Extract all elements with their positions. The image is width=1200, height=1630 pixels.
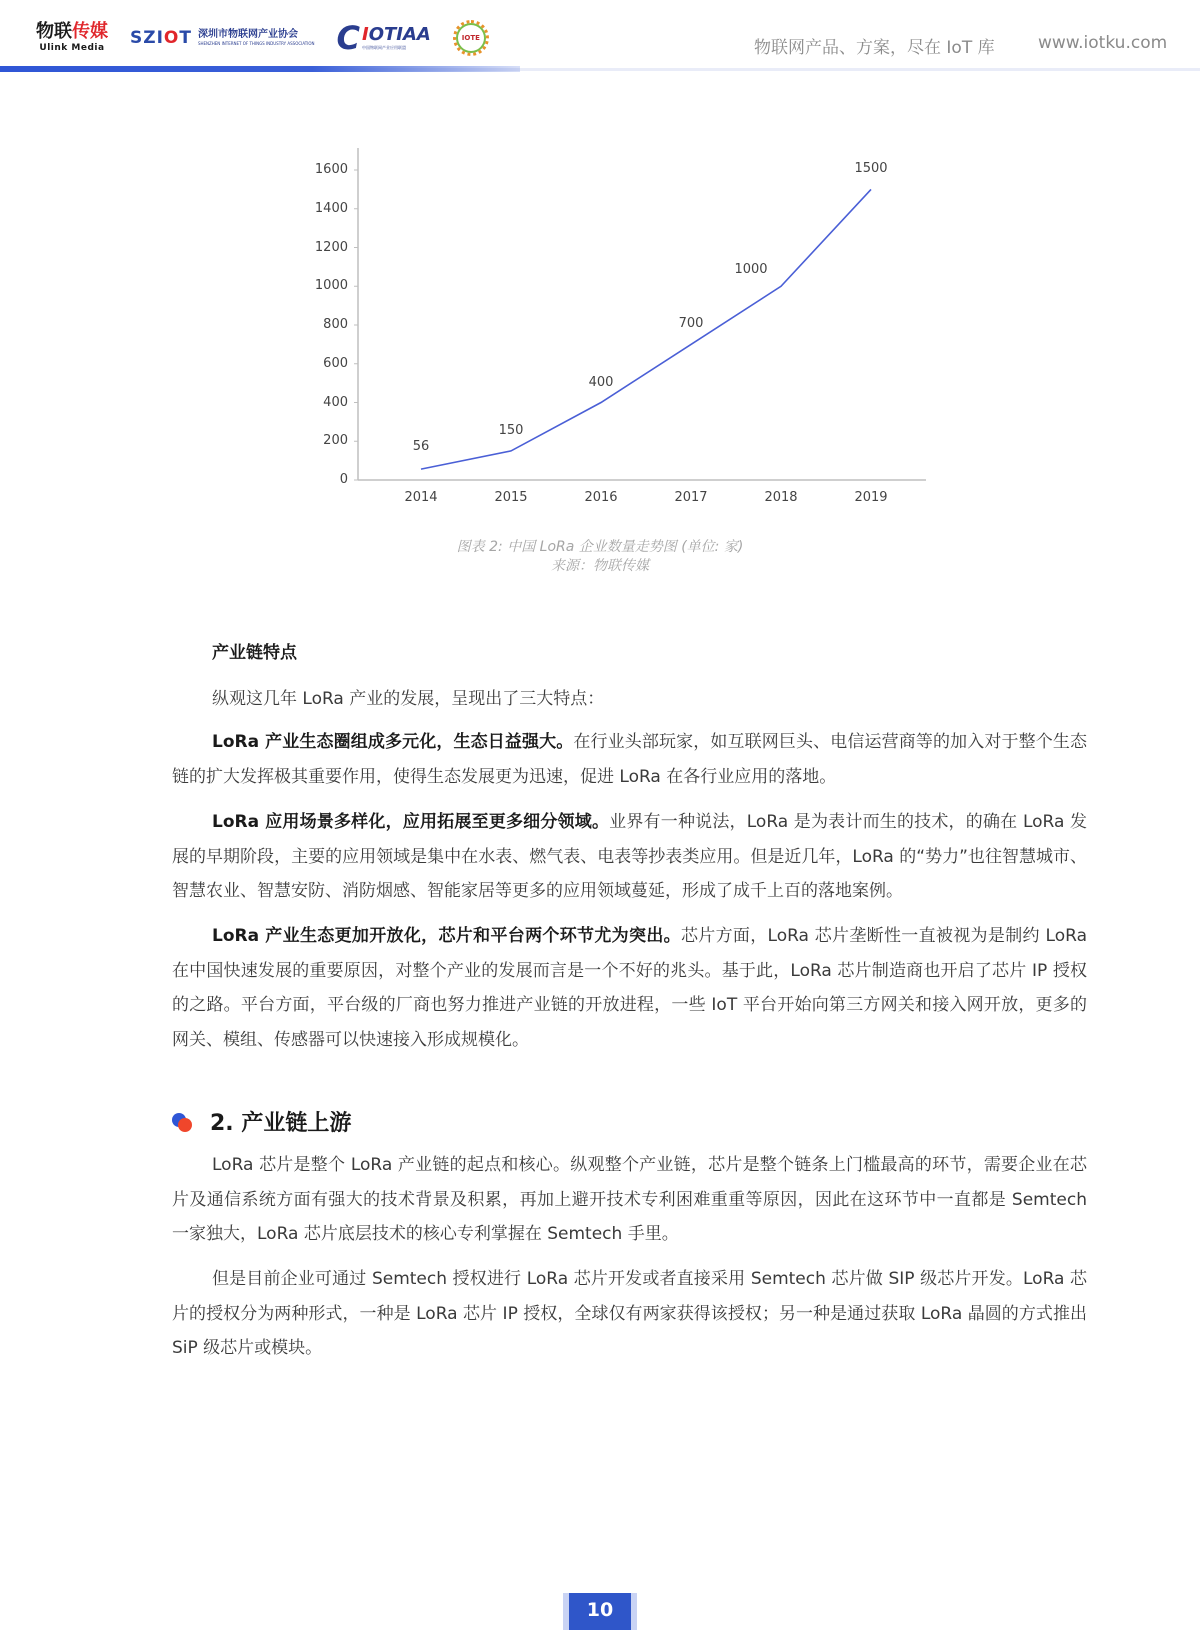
iote-logo [453,20,489,56]
feature-point-1-lead: LoRa 产业生态圈组成多元化，生态日益强大。 [212,732,574,752]
feature-point-2 [172,805,1087,909]
y-tick-label: 400 [323,394,348,410]
sziot-mark-post: T [179,28,192,48]
x-tick-label: 2015 [494,490,528,505]
ulink-logo-cn-red: 传媒 [72,21,108,42]
feature-point-3-text: 芯片方面，LoRa 芯片垄断性一直被视为是制约 LoRa 在中国快速发展的重要原因，对整个产业的发展而言是一个不好的兆头。基于此，LoRa 芯片制造商也开启了芯片 IP 授权的之路。平台方面，平台级的厂商也努力推进产业链的开放进程，一些 IoT 平台开始向第三方网关和接入网开放，更多的网关、模组、传感器可以快速接入形成规模化。 [172,926,1087,1050]
page-number: 10 [569,1593,631,1630]
sziot-mark-o: O [163,28,180,48]
data-point-label: 56 [412,439,430,455]
feature-point-3-lead: LoRa 产业生态更加开放化，芯片和平台两个环节尤为突出。 [212,926,681,946]
page-number-badge [563,1593,637,1630]
section-paragraph-2: 但是目前企业可通过 Semtech 授权进行 LoRa 芯片开发或者直接采用 Semtech 芯片做 SIP 级芯片开发。LoRa 芯片的授权分为两种形式，一种是 LoRa 芯片 IP 授权，全球仅有两家获得该授权；另一种是通过获取 LoRa 晶圆的方式推出 SiP 级芯片或模块。 [172,1269,1087,1358]
partner-logos [36,18,489,58]
x-tick-label: 2017 [674,490,708,505]
section-title: 2. 产业链上游 [210,1111,352,1136]
y-tick-label: 1000 [314,278,348,294]
iote-logo-text: IOTE [461,34,480,42]
ciotiaa-rest: OTIAA [368,24,431,45]
section-heading [172,1106,351,1137]
figure-caption-source: 来源：物联传媒 [551,558,649,574]
feature-point-1-text: 在行业头部玩家，如互联网巨头、电信运营商等的加入对于整个生态链的扩大发挥极其重要作用，使得生态发展更为迅速，促进 LoRa 在各行业应用的落地。 [172,732,1087,787]
ulink-logo-cn-black: 物联 [36,21,72,42]
ciotiaa-logo [336,19,431,57]
feature-point-2-lead: LoRa 应用场景多样化，应用拓展至更多细分领域。 [212,812,610,832]
y-tick-label: 1200 [314,239,348,255]
y-tick-label: 200 [323,433,348,449]
lora-enterprise-line-chart [300,140,940,520]
sziot-name-en: SHENZHEN INTERNET OF THINGS INDUSTRY ASSOCIATION [197,41,315,46]
page-header [0,0,1200,72]
ciotiaa-c-mark: C [336,19,360,57]
intro-paragraph: 纵观这几年 LoRa 产业的发展，呈现出了三大特点： [212,689,605,709]
data-point-label: 150 [498,422,524,438]
y-tick-label: 800 [323,317,348,332]
ciotiaa-small: 中国物联网产业应用联盟 [362,45,406,50]
figure-caption-title: 图表 2: 中国 LoRa 企业数量走势图 (单位: 家) [456,539,744,555]
y-tick-label: 1600 [314,162,348,177]
ulink-logo-en: Ulink Media [39,43,105,53]
x-tick-label: 2019 [854,490,888,505]
section-paragraph-1: LoRa 芯片是整个 LoRa 产业链的起点和核心。纵观整个产业链，芯片是整个链条上门槛最高的环节，需要企业在芯片及通信系统方面有强大的技术背景及积累，再加上避开技术专利困难重重等原因，因此在这环节中一直都是 Semtech 一家独大，LoRa 芯片底层技术的核心专利掌握在 Semtech 手里。 [172,1155,1087,1244]
section-bullet-red-dot [178,1118,192,1132]
ulink-media-logo [36,23,108,53]
x-tick-label: 2014 [404,490,438,505]
data-point-label: 1000 [734,262,768,278]
data-point-label: 1500 [854,161,888,177]
data-point-label: 700 [678,316,704,332]
y-tick-label: 0 [339,472,348,487]
subheading-industry-chain-features: 产业链特点 [212,643,297,663]
header-tagline: 物联网产品、方案，尽在 IoT 库 [754,38,995,58]
sziot-logo [130,28,315,48]
header-divider-accent [0,66,520,72]
sziot-name-cn: 深圳市物联网产业协会 [197,29,298,40]
feature-point-3 [172,919,1087,1057]
x-tick-label: 2018 [764,490,798,505]
ciotiaa-i: I [362,24,369,45]
data-point-label: 400 [588,374,614,390]
header-divider [0,66,1200,74]
x-tick-label: 2016 [584,490,618,505]
y-tick-label: 600 [323,355,348,371]
header-website-link[interactable]: www.iotku.com [1038,33,1168,53]
feature-point-1 [172,725,1087,794]
y-tick-label: 1400 [314,200,348,216]
chart-plot-area [300,140,940,520]
section-bullet-icon [172,1110,200,1134]
feature-point-2-text: 业界有一种说法，LoRa 是为表计而生的技术，的确在 LoRa 发展的早期阶段，主要的应用领域是集中在水表、燃气表、电表等抄表类应用。但是近几年，LoRa 的“势力”也往智慧城市、智慧农业、智慧安防、消防烟感、智能家居等更多的应用领域蔓延，形成了成千上百的落地案例。 [172,812,1087,901]
sziot-mark-pre: SZI [130,28,164,48]
sziot-mark [130,28,192,48]
